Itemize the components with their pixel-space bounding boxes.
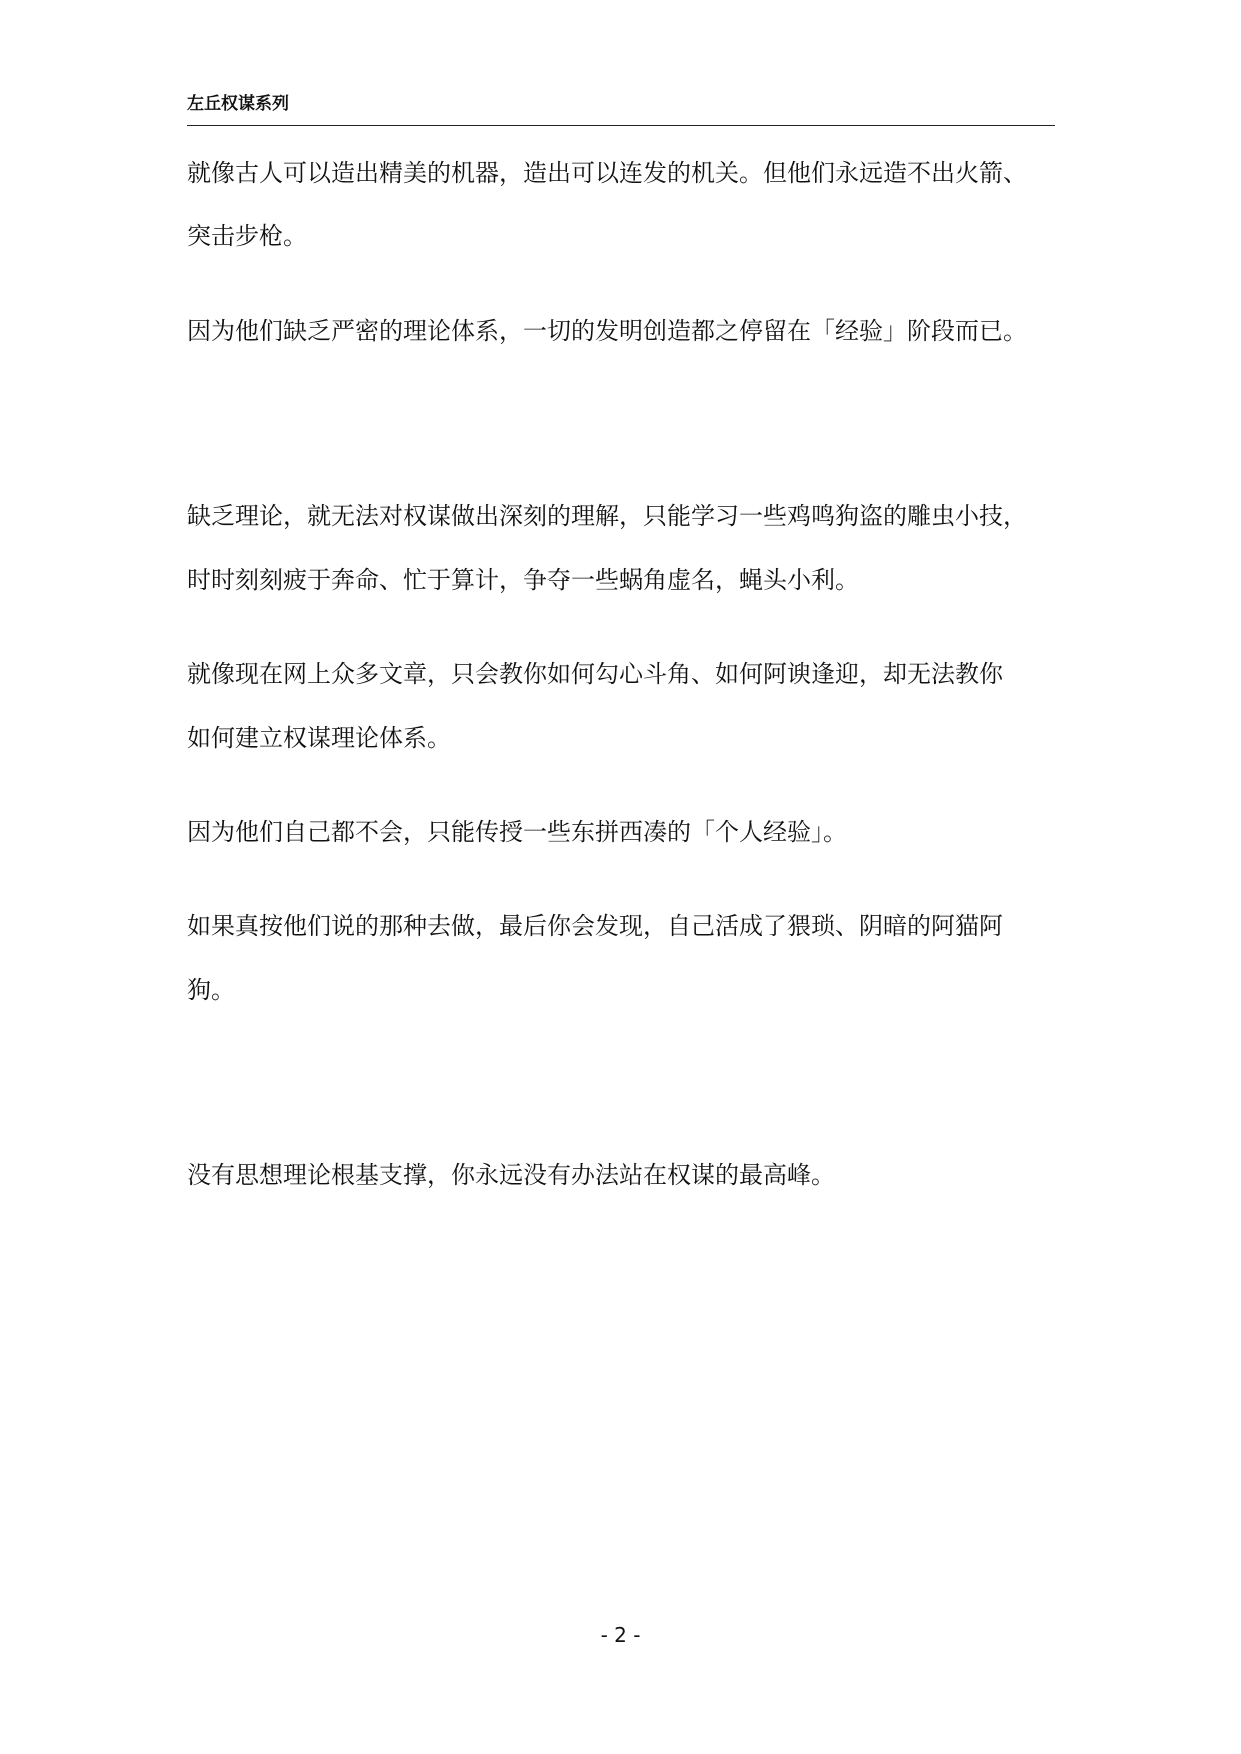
page-number: - 2 - bbox=[600, 1623, 641, 1647]
body-line: 如果真按他们说的那种去做，最后你会发现，自己活成了猥琐、阴暗的阿猫阿 bbox=[187, 912, 1003, 940]
body-line: 就像古人可以造出精美的机器，造出可以连发的机关。但他们永远造不出火箭、 bbox=[187, 159, 1027, 187]
page-header bbox=[187, 92, 1055, 126]
body-line: 缺乏理论，就无法对权谋做出深刻的理解，只能学习一些鸡鸣狗盗的雕虫小技， bbox=[187, 502, 1027, 530]
body-line: 狗。 bbox=[187, 976, 235, 1004]
body-line: 因为他们自己都不会，只能传授一些东拼西凑的「个人经验」。 bbox=[187, 818, 847, 846]
body-line: 就像现在网上众多文章，只会教你如何勾心斗角、如何阿谀逢迎，却无法教你 bbox=[187, 660, 1003, 688]
body-line: 时时刻刻疲于奔命、忙于算计，争夺一些蜗角虚名，蝇头小利。 bbox=[187, 566, 859, 594]
header-title: 左丘权谋系列 bbox=[187, 94, 289, 114]
body-line: 没有思想理论根基支撑，你永远没有办法站在权谋的最高峰。 bbox=[187, 1161, 835, 1189]
body-line: 如何建立权谋理论体系。 bbox=[187, 724, 451, 752]
body-line: 因为他们缺乏严密的理论体系，一切的发明创造都之停留在「经验」阶段而已。 bbox=[187, 317, 1027, 345]
body-line: 突击步枪。 bbox=[187, 222, 307, 250]
